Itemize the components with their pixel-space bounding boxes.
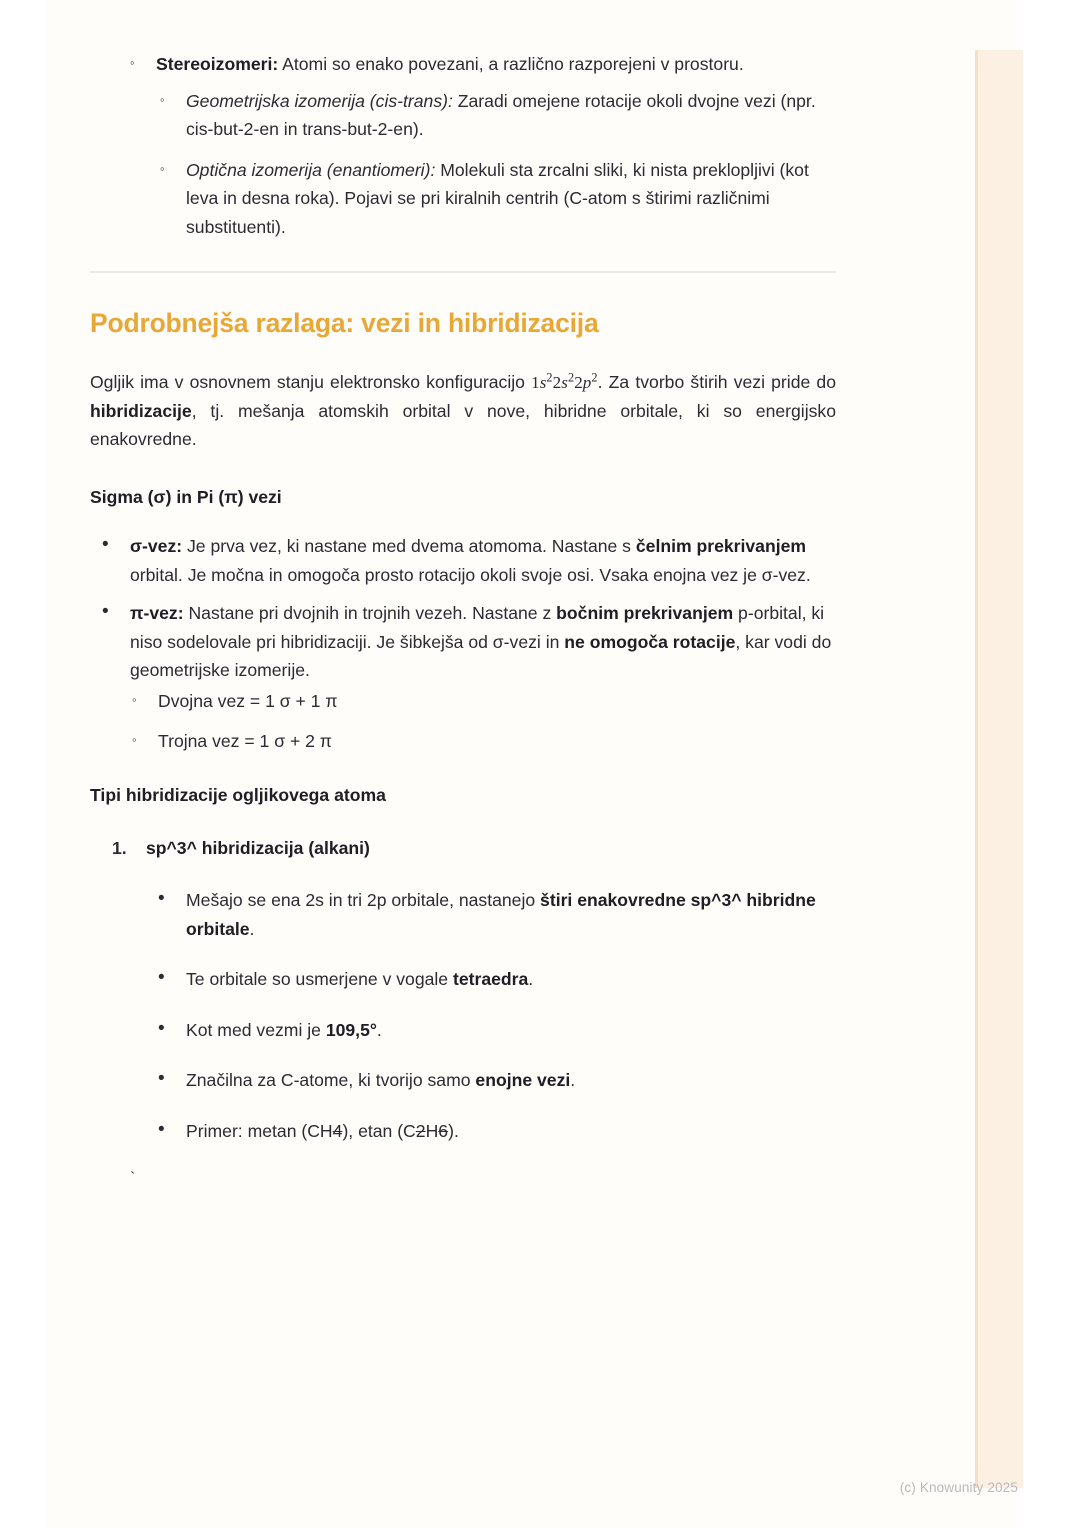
disc-bullet-icon: • bbox=[158, 967, 165, 989]
formula-prefix: Primer: metan (CH bbox=[186, 1120, 333, 1141]
circle-bullet-icon: ◦ bbox=[132, 732, 137, 748]
segment-text: . bbox=[570, 1070, 576, 1091]
electron-configuration-math: $1s^22s^22p^2$ bbox=[531, 370, 598, 393]
segment-text: Je prva vez, ki nastane med dvema atomoma. Nastane s bbox=[182, 536, 636, 557]
hybridization-ordered-list bbox=[90, 834, 836, 863]
disc-bullet-icon: • bbox=[102, 534, 109, 556]
sigma-pi-list bbox=[90, 532, 836, 756]
hybridization-heading: Tipi hibridizacije ogljikovega atoma bbox=[90, 784, 386, 805]
segment-text: . bbox=[528, 969, 534, 990]
list-item bbox=[158, 1066, 836, 1095]
disc-bullet-icon: • bbox=[158, 888, 165, 910]
sigma-pi-heading: Sigma (σ) in Pi (π) vezi bbox=[90, 486, 282, 507]
ordered-list-item bbox=[112, 834, 836, 863]
segment-text: . bbox=[376, 1019, 382, 1040]
list-item bbox=[102, 532, 836, 589]
ordered-marker: 1. bbox=[112, 837, 127, 858]
intro-paragraph bbox=[90, 368, 836, 454]
term-label: σ-vez: bbox=[130, 536, 183, 557]
term-text: Molekuli sta zrcalni sliki, ki nista preklopljivi (kot leva in desna roka). Pojavi se pri kiralnih centrih (C-atom s štirimi različnimi substituenti). bbox=[186, 159, 809, 237]
list-item bbox=[158, 1117, 836, 1146]
segment-text: Nastane pri dvojnih in trojnih vezeh. Nastane z bbox=[183, 603, 557, 624]
segment-bold: čelnim prekrivanjem bbox=[635, 536, 807, 557]
section-divider bbox=[90, 271, 836, 273]
formula-mid-2: H bbox=[425, 1120, 439, 1141]
list-item bbox=[158, 1016, 836, 1045]
intro-bold-term: hibridizacije bbox=[90, 400, 192, 421]
list-item-body bbox=[186, 156, 836, 242]
list-item bbox=[130, 50, 836, 79]
list-item-body bbox=[186, 965, 836, 994]
segment-text: Te orbitale so usmerjene v vogale bbox=[186, 969, 453, 990]
intro-text-after: , tj. mešanja atomskih orbital v nove, hibridne orbitale, ki so energijsko enakovredne. bbox=[90, 400, 836, 450]
formula-subscript-6: 6 bbox=[438, 1120, 449, 1141]
circle-bullet-icon: ◦ bbox=[132, 691, 137, 707]
segment-text: . bbox=[249, 918, 255, 939]
segment-bold: tetraedra bbox=[452, 969, 529, 990]
page-accent-strip bbox=[975, 50, 1023, 1488]
list-item-body bbox=[186, 87, 836, 144]
list-item-body bbox=[130, 599, 836, 685]
list-item-body bbox=[156, 50, 836, 79]
list-item bbox=[158, 965, 836, 994]
segment-text: p-orbital, ki niso sodelovale pri hibridizaciji. Je šibkejša od σ-vezi in bbox=[130, 603, 825, 652]
segment-text: orbital. Je močna in omogoča prosto rotacijo okoli svoje osi. Vsaka enojna vez je σ-vez. bbox=[130, 564, 811, 585]
term-text: Zaradi omejene rotacije okoli dvojne vezi (npr. cis-but-2-en in trans-but-2-en). bbox=[186, 90, 816, 139]
stray-backtick-artifact: ` bbox=[128, 1170, 138, 1188]
list-item bbox=[102, 599, 836, 685]
ordered-item-title bbox=[146, 834, 836, 863]
segment-text: Mešajo se ena 2s in tri 2p orbitale, nastanejo bbox=[186, 890, 541, 911]
section-heading: Podrobnejša razlaga: vezi in hibridizacija bbox=[90, 308, 599, 338]
disc-bullet-icon: • bbox=[102, 601, 109, 623]
disc-bullet-icon: • bbox=[158, 1118, 165, 1140]
term-text: Atomi so enako povezani, a različno razporejeni v prostoru. bbox=[278, 54, 744, 74]
segment-bold: ne omogoča rotacije bbox=[564, 631, 736, 652]
term-label: Stereoizomeri: bbox=[156, 54, 279, 74]
list-item bbox=[132, 687, 836, 716]
formula-subscript-2: 2 bbox=[415, 1120, 426, 1141]
intro-text-mid: . Za tvorbo štirih vezi pride do bbox=[597, 372, 836, 393]
segment-text: Kot med vezmi je bbox=[186, 1019, 326, 1040]
list-item bbox=[158, 886, 836, 943]
example-formula-line bbox=[186, 1117, 836, 1146]
list-item-body bbox=[186, 886, 836, 943]
intro-text-before: Ogljik ima v osnovnem stanju elektronsko konfiguracijo bbox=[90, 372, 532, 393]
segment-text: , kar vodi do geometrijske izomerije. bbox=[130, 631, 832, 681]
bond-count-triple: Trojna vez = 1 σ + 2 π bbox=[158, 731, 332, 752]
disc-bullet-icon: • bbox=[158, 1068, 165, 1090]
bond-count-double: Dvojna vez = 1 σ + 1 π bbox=[158, 690, 338, 711]
term-label: Geometrijska izomerija (cis-trans): bbox=[186, 90, 453, 111]
list-item bbox=[132, 727, 836, 756]
segment-text: Značilna za C-atome, ki tvorijo samo bbox=[186, 1070, 476, 1091]
circle-bullet-icon: ◦ bbox=[160, 91, 165, 107]
formula-mid: ), etan (C bbox=[342, 1120, 416, 1141]
copyright-watermark: (c) Knowunity 2025 bbox=[899, 1480, 1018, 1495]
ordered-item-title-text: sp^3^ hibridizacija (alkani) bbox=[146, 837, 370, 858]
segment-bold: enojne vezi bbox=[475, 1070, 571, 1091]
list-item-body bbox=[186, 1016, 836, 1045]
term-label: Optična izomerija (enantiomeri): bbox=[186, 159, 436, 180]
list-item bbox=[160, 87, 836, 144]
formula-suffix: ). bbox=[448, 1120, 459, 1141]
formula-subscript-4: 4 bbox=[332, 1120, 343, 1141]
sp3-detail-list bbox=[90, 886, 836, 1145]
list-item bbox=[160, 156, 836, 242]
stereoisomer-list bbox=[90, 50, 836, 241]
segment-bold: 109,5° bbox=[325, 1019, 377, 1040]
circle-bullet-icon: ◦ bbox=[130, 55, 135, 70]
document-content bbox=[90, 0, 836, 1192]
list-item-body bbox=[130, 532, 836, 589]
list-item-body bbox=[186, 1066, 836, 1095]
circle-bullet-icon: ◦ bbox=[160, 160, 165, 176]
segment-bold: štiri enakovredne sp^3^ hibridne orbitale bbox=[186, 890, 816, 939]
segment-bold: bočnim prekrivanjem bbox=[556, 603, 734, 624]
disc-bullet-icon: • bbox=[158, 1017, 165, 1039]
term-label: π-vez: bbox=[130, 603, 184, 624]
